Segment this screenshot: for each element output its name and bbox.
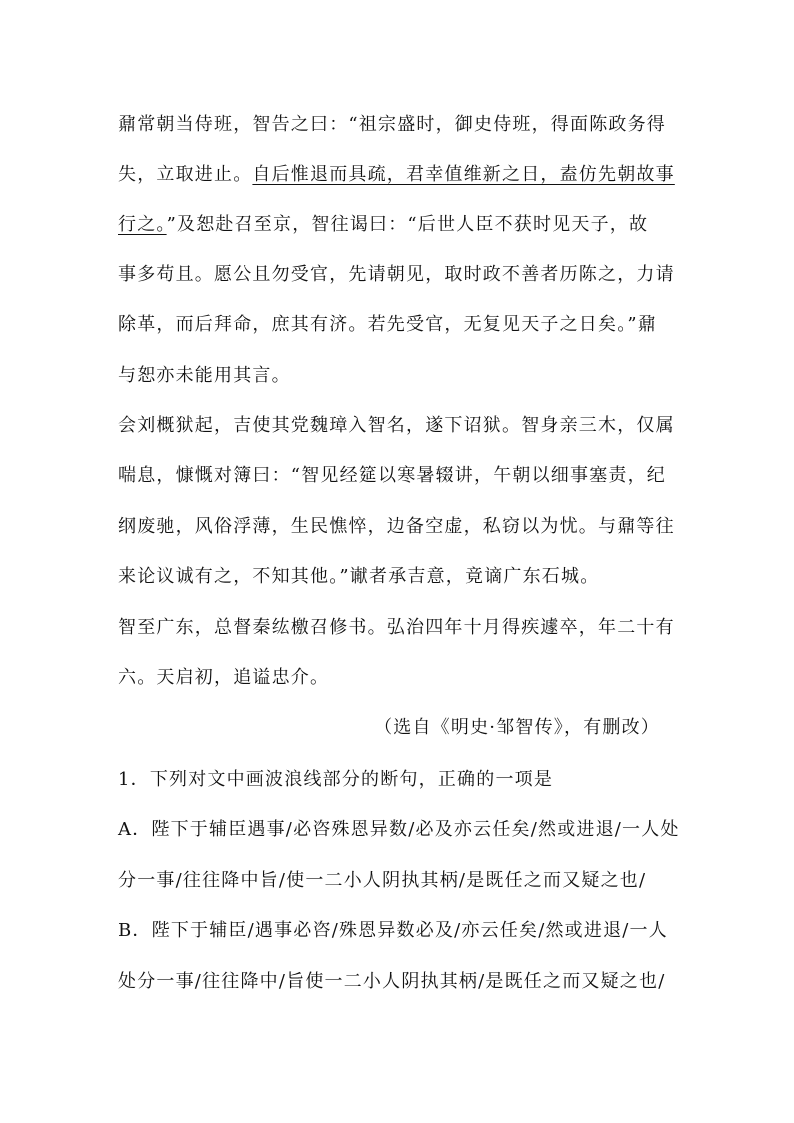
passage-line: 与恕亦未能用其言。 (118, 365, 291, 386)
passage-text: 失，立取进止。 (118, 164, 253, 185)
passage-line: 智至广东，总督秦纮檄召修书。弘治四年十月得疾遽卒，年二十有 (118, 617, 675, 638)
passage-line: 六。天启初，追谥忠介。 (118, 667, 330, 688)
passage-line: 鼐常朝当侍班，智告之曰：“祖宗盛时，御史侍班，得面陈政务得 (118, 114, 666, 135)
underlined-text: 行之。 (118, 214, 167, 235)
option-a-line-2: 分一事/往往降中旨/使一二小人阴执其柄/是既任之而又疑之也/ (118, 870, 647, 891)
passage-text: ”及恕赴召至京，智往谒曰：“后世人臣不获时见天子，故 (166, 214, 649, 235)
passage-line: 除革，而后拜命，庶其有济。若先受官，无复见天子之日矣。”鼐 (118, 314, 657, 335)
option-b-line-2: 处分一事/往往降中/旨使一二小人阴执其柄/是既任之而又疑之也/ (118, 971, 666, 992)
option-a-line-1: A．陛下于辅臣遇事/必咨殊恩异数/必及亦云任矣/然或进退/一人处 (118, 819, 680, 840)
passage-line: 事多苟且。愿公且勿受官，先请朝见，取时政不善者历陈之，力请 (118, 264, 675, 285)
passage-line (118, 213, 678, 237)
question-stem: 1．下列对文中画波浪线部分的断句，正确的一项是 (118, 769, 554, 790)
underlined-text: 自后惟退而具疏，君幸值维新之日，盍仿先朝故事 (252, 164, 675, 185)
option-b-line-1: B．陛下于辅臣/遇事必咨/殊恩异数必及/亦云任矣/然或进退/一人 (118, 920, 668, 941)
passage-line: 会刘概狱起，吉使其党魏璋入智名，遂下诏狱。智身亲三木，仅属 (118, 415, 675, 436)
passage-line: 来论议诚有之，不知其他。”谳者承吉意，竟谪广东石城。 (118, 566, 600, 587)
passage-line: 喘息，慷慨对簿曰：“智见经筵以寒暑辍讲，午朝以细事塞责，纪 (118, 465, 666, 486)
passage-line: 纲废驰，风俗浮薄，生民憔悴，边备空虚，私窃以为忧。与鼐等往 (118, 516, 675, 537)
source-citation: （选自《明史·邹智传》，有删改） (374, 717, 660, 738)
passage-line (118, 163, 678, 187)
